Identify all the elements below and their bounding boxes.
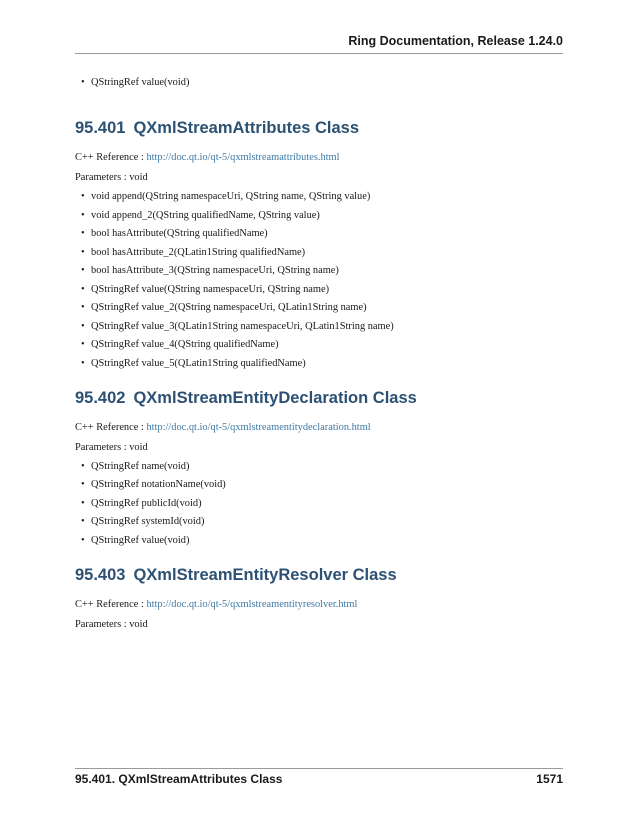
list-item: • QStringRef value_5(QLatin1String qualifiedName): [75, 357, 563, 370]
section-number: 95.402: [75, 388, 126, 407]
list-item: • bool hasAttribute_3(QString namespaceUri, QString name): [75, 264, 563, 277]
page-footer: [75, 772, 563, 786]
list-item: • QStringRef value(void): [75, 534, 563, 547]
page-header: Ring Documentation, Release 1.24.0: [348, 34, 563, 48]
section-title: QXmlStreamEntityDeclaration Class: [133, 388, 417, 407]
reference-link[interactable]: http://doc.qt.io/qt-5/qxmlstreamentitydeclaration.html: [146, 421, 371, 433]
section-number: 95.403: [75, 565, 126, 584]
footer-divider: [75, 768, 563, 769]
list-item: • QStringRef value(void): [75, 76, 563, 89]
section-heading: [75, 565, 563, 585]
footer-section: 95.401. QXmlStreamAttributes Class: [75, 772, 283, 786]
list-item: • void append_2(QString qualifiedName, QString value): [75, 209, 563, 222]
method-list: [75, 190, 563, 370]
list-item: • QStringRef value_2(QString namespaceUri, QLatin1String name): [75, 301, 563, 314]
section-heading: [75, 118, 563, 138]
section-heading: [75, 388, 563, 408]
section-qxmlstreamentitydeclaration: [75, 388, 563, 547]
page-content: [75, 66, 563, 631]
header-divider: [75, 53, 563, 54]
cpp-reference: [75, 151, 563, 164]
section-qxmlstreamentityresolver: [75, 565, 563, 631]
reference-label: C++ Reference :: [75, 598, 147, 610]
section-title: QXmlStreamEntityResolver Class: [133, 565, 397, 584]
cpp-reference: [75, 421, 563, 434]
list-item: • QStringRef publicId(void): [75, 497, 563, 510]
reference-link[interactable]: http://doc.qt.io/qt-5/qxmlstreamentityresolver.html: [146, 598, 358, 610]
page-number: 1571: [536, 772, 563, 786]
list-item: • QStringRef value(QString namespaceUri, QString name): [75, 283, 563, 296]
list-item: • bool hasAttribute(QString qualifiedName): [75, 227, 563, 240]
parameters-text: Parameters : void: [75, 618, 148, 630]
list-item: • QStringRef value_4(QString qualifiedName): [75, 338, 563, 351]
list-item: • QStringRef name(void): [75, 460, 563, 473]
method-list: [75, 460, 563, 547]
parameters-text: Parameters : void: [75, 441, 148, 453]
reference-link[interactable]: http://doc.qt.io/qt-5/qxmlstreamattributes.html: [146, 152, 340, 163]
top-bullet-list: [75, 76, 563, 89]
section-qxmlstreamattributes: [75, 118, 563, 370]
list-item: • QStringRef notationName(void): [75, 478, 563, 491]
list-item: • QStringRef systemId(void): [75, 515, 563, 528]
reference-label: C++ Reference :: [75, 152, 147, 163]
list-item: • QStringRef value_3(QLatin1String namespaceUri, QLatin1String name): [75, 320, 563, 333]
parameters-text: Parameters : void: [75, 172, 148, 183]
list-item: • void append(QString namespaceUri, QString name, QString value): [75, 190, 563, 203]
reference-label: C++ Reference :: [75, 421, 147, 433]
section-title: QXmlStreamAttributes Class: [133, 119, 360, 137]
cpp-reference: [75, 598, 563, 611]
list-item: • bool hasAttribute_2(QLatin1String qualifiedName): [75, 246, 563, 259]
section-number: 95.401: [75, 119, 126, 137]
